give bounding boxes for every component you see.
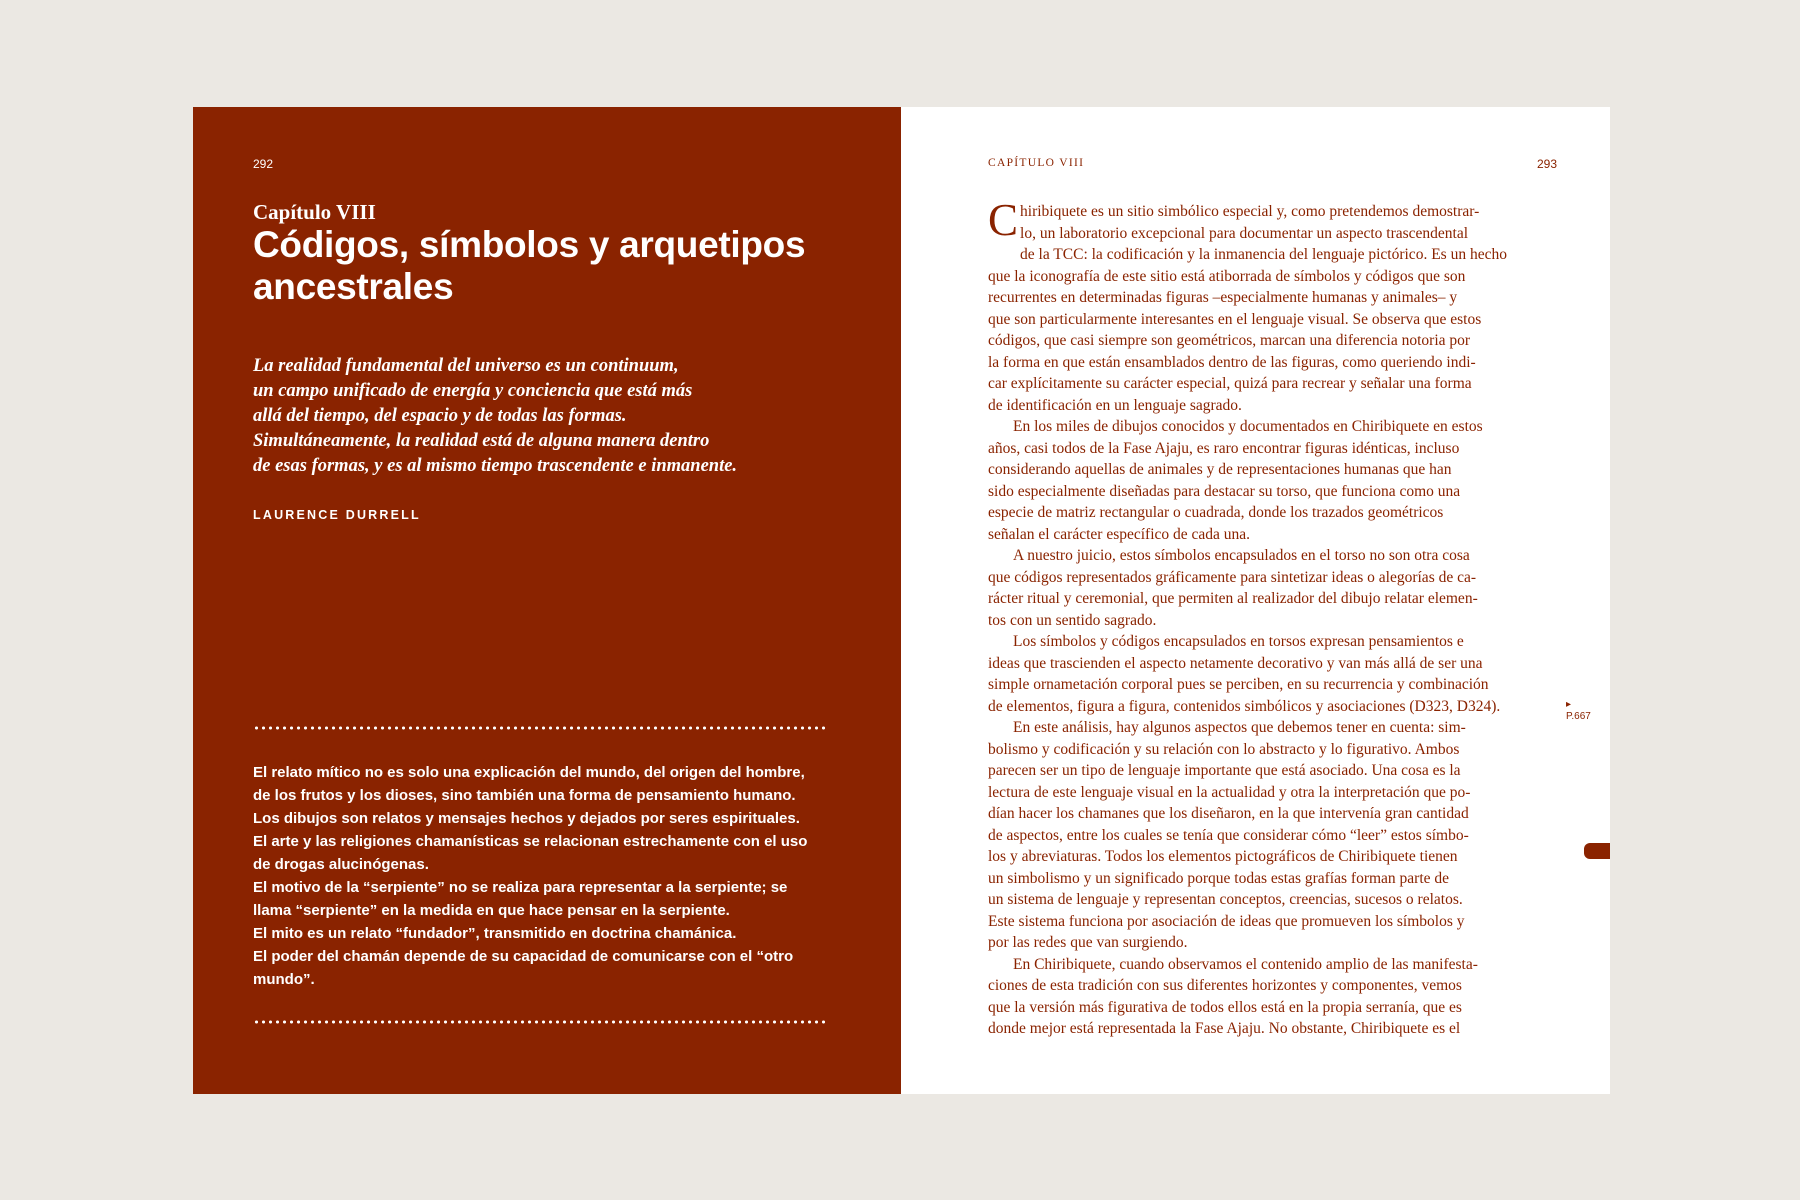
margin-page-ref: P.667 [1566,711,1591,722]
body-line: dían hacer los chamanes que los diseñaron, en la que intervenía gran cantidad [988,805,1469,822]
summary-line: El poder del chamán depende de su capacidad de comunicarse con el “otro [253,948,794,965]
body-line: que códigos representados gráficamente para sintetizar ideas o alegorías de ca- [988,568,1477,586]
body-line: ideas que trascienden el aspecto netamente decorativo y van más allá de ser una [988,654,1483,672]
body-line: que la iconografía de este sitio está atiborrada de símbolos y códigos que son [988,267,1466,285]
body-line: de aspectos, entre los cuales se tenía que considerar cómo “leer” estos símbo- [988,826,1469,844]
body-line: parecen ser un tipo de lenguaje importante que está asociado. Una cosa es la [988,762,1461,779]
body-line: sido especialmente diseñadas para destacar su torso, que funciona como una [988,482,1461,500]
body-line: de elementos, figura a figura, contenidos simbólicos y asociaciones (D323, D324). [988,697,1501,715]
summary-line: de drogas alucinógenas. [253,856,429,873]
body-line: A nuestro juicio, estos símbolos encapsulados en el torso no son otra cosa [1013,547,1470,564]
page-number-left: 292 [253,157,274,171]
body-line: En los miles de dibujos conocidos y documentados en Chiribiquete en estos [1013,418,1483,435]
body-line: especie de matriz rectangular o cuadrada, donde los trazados geométricos [988,504,1444,521]
body-line: lectura de este lenguaje visual en la actualidad y otra la interpretación que po- [988,783,1471,801]
body-line: los y abreviaturas. Todos los elementos pictográficos de Chiribiquete tienen [988,848,1458,865]
body-line: por las redes que van surgiendo. [988,934,1188,951]
dotted-divider-top [253,726,825,730]
epigraph-author: LAURENCE DURRELL [253,508,421,522]
page-number-right: 293 [1537,157,1558,171]
edge-tab-marker [1584,843,1610,859]
dotted-divider-bottom [253,1020,825,1024]
body-line: En Chiribiquete, cuando observamos el contenido amplio de las manifesta- [1013,955,1478,973]
body-line: un sistema de lenguaje y representan conceptos, creencias, sucesos o relatos. [988,891,1463,908]
epigraph-line: La realidad fundamental del universo es un continuum, [253,356,679,376]
summary-line: El mito es un relato “fundador”, transmitido en doctrina chamánica. [253,925,737,942]
summary-line: mundo”. [253,971,315,988]
body-line: bolismo y codificación y su relación con lo abstracto y lo figurativo. Ambos [988,740,1460,758]
body-line: hiribiquete es un sitio simbólico especial y, como pretendemos demostrar- [1020,203,1480,220]
body-line: recurrentes en determinadas figuras –especialmente humanas y animales– y [988,289,1458,306]
body-line: Este sistema funciona por asociación de ideas que promueven los símbolos y [988,912,1465,930]
body-line: años, casi todos de la Fase Ajaju, es raro encontrar figuras idénticas, incluso [988,439,1460,457]
body-text [988,195,1558,1040]
summary-box [253,761,833,991]
body-line: que son particularmente interesantes en el lenguaje visual. Se observa que estos [988,310,1482,328]
summary-line: El relato mítico no es solo una explicación del mundo, del origen del hombre, [253,764,805,781]
left-page [193,107,901,1094]
running-head: CAPÍTULO VIII [988,157,1085,169]
summary-line: El motivo de la “serpiente” no se realiza para representar a la serpiente; se [253,879,788,896]
body-line: Los símbolos y códigos encapsulados en torsos expresan pensamientos e [1013,633,1464,650]
summary-line: El arte y las religiones chamanísticas se relacionan estrechamente con el uso [253,833,808,850]
body-line: códigos, que casi siempre son geométricos, marcan una diferencia notoria por [988,332,1471,349]
body-line: señalan el carácter específico de cada una. [988,525,1251,543]
body-line: En este análisis, hay algunos aspectos que debemos tener en cuenta: sim- [1013,719,1466,736]
body-line: de identificación en un lenguaje sagrado. [988,396,1242,414]
book-spread [193,107,1610,1094]
body-line: car explícitamente su carácter especial, quizá para recrear y señalar una forma [988,375,1472,392]
summary-line: llama “serpiente” en la medida en que hace pensar en la serpiente. [253,902,730,919]
body-line: de la TCC: la codificación y la inmanencia del lenguaje pictórico. Es un hecho [1020,246,1507,263]
body-line: donde mejor está representada la Fase Ajaju. No obstante, Chiribiquete es el [988,1020,1461,1037]
epigraph-line: de esas formas, y es al mismo tiempo trascendente e inmanente. [253,456,738,476]
body-line: ciones de esta tradición con sus diferentes horizontes y componentes, vemos [988,977,1462,994]
right-page [901,107,1610,1094]
body-line: la forma en que están ensamblados dentro de las figuras, como queriendo indi- [988,353,1476,371]
body-line: simple ornametación corporal pues se perciben, en su recurrencia y combinación [988,676,1489,693]
summary-line: Los dibujos son relatos y mensajes hechos y dejados por seres espirituales. [253,810,800,827]
epigraph-line: un campo unificado de energía y conciencia que está más [253,381,693,401]
epigraph [253,354,853,479]
chapter-label: Capítulo VIII [253,200,376,224]
body-line: un simbolismo y un significado porque todas estas grafías forman parte de [988,869,1450,887]
margin-note [1566,699,1591,723]
body-line: que la versión más figurativa de todos ellos está en la propia serranía, que es [988,998,1462,1016]
body-line: rácter ritual y ceremonial, que permiten al realizador del dibujo relatar elemen- [988,590,1478,607]
body-line: lo, un laboratorio excepcional para documentar un aspecto trascendental [1020,224,1469,242]
margin-arrow-icon: ▸ [1566,699,1572,710]
epigraph-line: Simultáneamente, la realidad está de alguna manera dentro [253,431,710,451]
drop-cap: C [988,195,1019,245]
body-line: considerando aquellas de animales y de representaciones humanas que han [988,461,1452,478]
chapter-title: Códigos, símbolos y arquetipos ancestrales [253,224,806,307]
summary-line: de los frutos y los dioses, sino también una forma de pensamiento humano. [253,787,796,804]
body-line: tos con un sentido sagrado. [988,611,1157,629]
epigraph-line: allá del tiempo, del espacio y de todas las formas. [253,406,627,426]
